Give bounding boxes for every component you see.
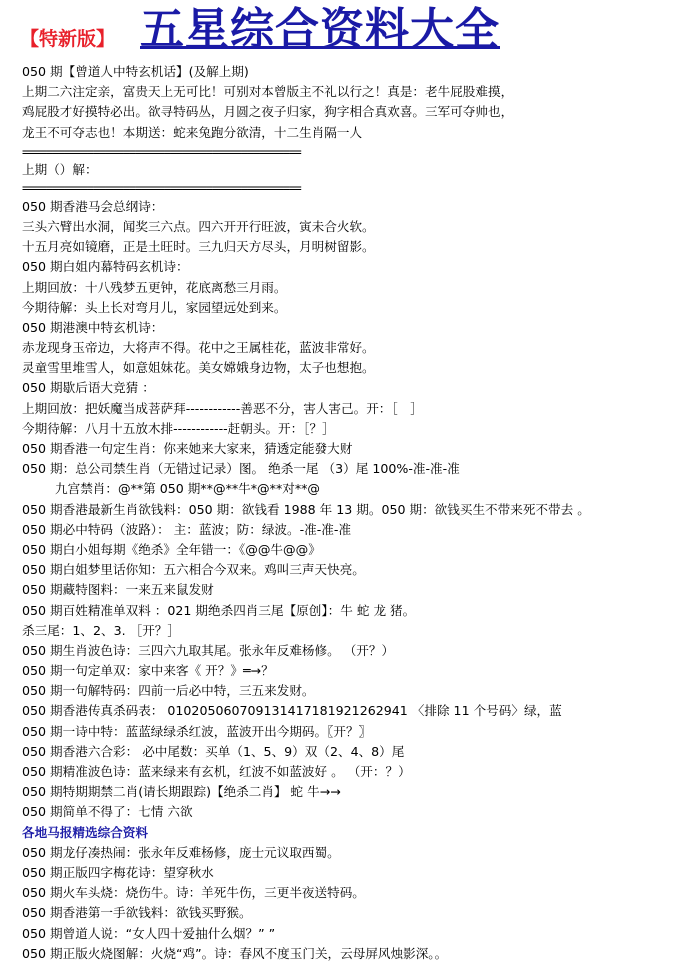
- text-line: 上期回放：十八残梦五更钟，花底离愁三月雨。: [22, 279, 287, 295]
- text-line: 050 期白小姐每期《绝杀》全年错一：《@@牛@@》: [22, 541, 321, 557]
- text-line: 050 期特期期禁二肖(请长期跟踪)【绝杀二肖】 蛇 牛→→: [22, 784, 341, 800]
- text-line: 050 期龙仔凑热闹：张永年反难杨修，庞士元议取西蜀。: [22, 844, 340, 860]
- text-line: 050 期香港马会总纲诗：: [22, 198, 164, 214]
- text-line: 050 期曾道人说：“女人四十爱抽什么烟？” ”: [22, 925, 276, 941]
- text-line: 050 期香港最新生肖欲钱料：050 期：欲钱看 1988 年 13 期。050 期：欲钱买生不带来死不带去 。: [22, 501, 590, 517]
- text-line: 赤龙现身玉帝边，大将声不得。花中之王属桂花，蓝波非常好。: [22, 340, 375, 356]
- text-line: 050 期百姓精准单双料 ：021 期绝杀四肖三尾【原创】：牛 蛇 龙 猪。: [22, 602, 416, 618]
- text-line: 九宫禁肖：@**第 050 期**@**牛*@**对**@: [55, 481, 321, 497]
- text-line: 上期二六注定亲，富贵天上无可比！可别对本曾版主不礼以行之！真是：老牛屁股难摸，: [22, 84, 514, 100]
- text-line: 上期回放：把妖魔当成菩萨拜------------善恶不分，害人害己。开：［ ］: [22, 400, 423, 416]
- text-line: 050 期香港传真杀码表： 01020506070913141718192126​2941 〈排除 11 个号码〉绿，蓝: [22, 703, 562, 719]
- text-line: 050 期歇后语大竞猜 ：: [22, 380, 155, 396]
- text-line: 050 期正版火烧图解：火烧“鸡”。诗：春风不度玉门关，云母屏风烛影深。。: [22, 945, 448, 961]
- text-line: 050 期一句定单双：家中来客《 开？》═→？: [22, 663, 274, 679]
- section-heading: 各地马报精选综合资料: [22, 824, 148, 840]
- text-line: 050 期生肖波色诗：三四六九取其尾。张永年反难杨修。 （开？）: [22, 642, 395, 658]
- text-line: 今期待解：头上长对弯月儿，家园望远处到来。: [22, 299, 287, 315]
- text-line: 050 期火车头烧：烧伤牛。诗：羊死牛伤，三更半夜送特码。: [22, 885, 365, 901]
- text-line: 050 期藏特图料：一来五来鼠发财: [22, 582, 214, 598]
- text-line: 鸡屁股才好摸特必出。欲寻特码丛，月圆之夜子归家，狗字相合真欢喜。三军可夺帅也，: [22, 104, 514, 120]
- text-line: 050 期香港第一手欲钱料：欲钱买野猴。: [22, 905, 252, 921]
- text-line: 050 期一句解特码：四前一后必中特，三五来发财。: [22, 683, 315, 699]
- text-line: 杀三尾：1、2、3. ［开？］: [22, 622, 180, 638]
- text-line: 050 期香港一句定生肖：你来她来大家来，猜透定能發大财: [22, 441, 353, 456]
- text-line: 灵童雪里堆雪人，如意姐妹花。美女嫦娥身边物，太子也想抱。: [22, 360, 375, 376]
- edition-badge: 【特新版】: [20, 28, 116, 50]
- text-line: 050 期白姐内幕特码玄机诗：: [22, 259, 189, 275]
- text-line: 今期待解：八月十五放木排------------赶朝头。开：［？］: [22, 420, 335, 436]
- text-line: 050 期一诗中特：蓝蓝绿绿杀红波，蓝波开出今期码。〖开？〗: [22, 723, 372, 739]
- text-line: 050 期香港六合彩： 必中尾数：买单（1、5、9）双（2、4、8）尾: [22, 743, 405, 759]
- separator-line: ===============================================: [22, 144, 301, 159]
- text-line: 上期（）解：: [22, 161, 98, 177]
- document-body: [22, 62, 682, 964]
- text-line: 三头六臂出水洞，闻奖三六点。四六开开行旺波，寅未合火软。: [22, 218, 375, 234]
- text-line: 050 期：总公司禁生肖（无错过记录）图。 绝杀一尾 （3）尾 100%-准-准-准: [22, 461, 460, 477]
- text-line: 050 期必中特码（波路）： 主：蓝波；防：绿波。-准-准-准: [22, 521, 352, 537]
- text-line: 十五月亮如镜磨，正是土旺时。三九归天方尽头，月明树留影。: [22, 239, 375, 255]
- text-line: 050 期港澳中特玄机诗：: [22, 319, 164, 335]
- text-line: 050 期简单不得了：七情 六欲: [22, 804, 193, 820]
- page-title: 五星综合资料大全: [140, 4, 500, 55]
- text-line: 050 期白姐梦里话你知：五六相合今双来。鸡叫三声天快亮。: [22, 562, 365, 578]
- text-line: 050 期【曾道人中特玄机话】(及解上期): [22, 64, 249, 79]
- text-line: 050 期正版四字梅花诗：望穿秋水: [22, 864, 214, 880]
- separator-line: ===============================================: [22, 180, 301, 195]
- text-line: 050 期精准波色诗：蓝来绿来有玄机，红波不如蓝波好 。 （开：？）: [22, 764, 411, 779]
- header: [20, 4, 520, 60]
- text-line: 龙王不可夺志也！本期送：蛇来兔跑分欲清，十二生肖隔一人: [22, 124, 363, 140]
